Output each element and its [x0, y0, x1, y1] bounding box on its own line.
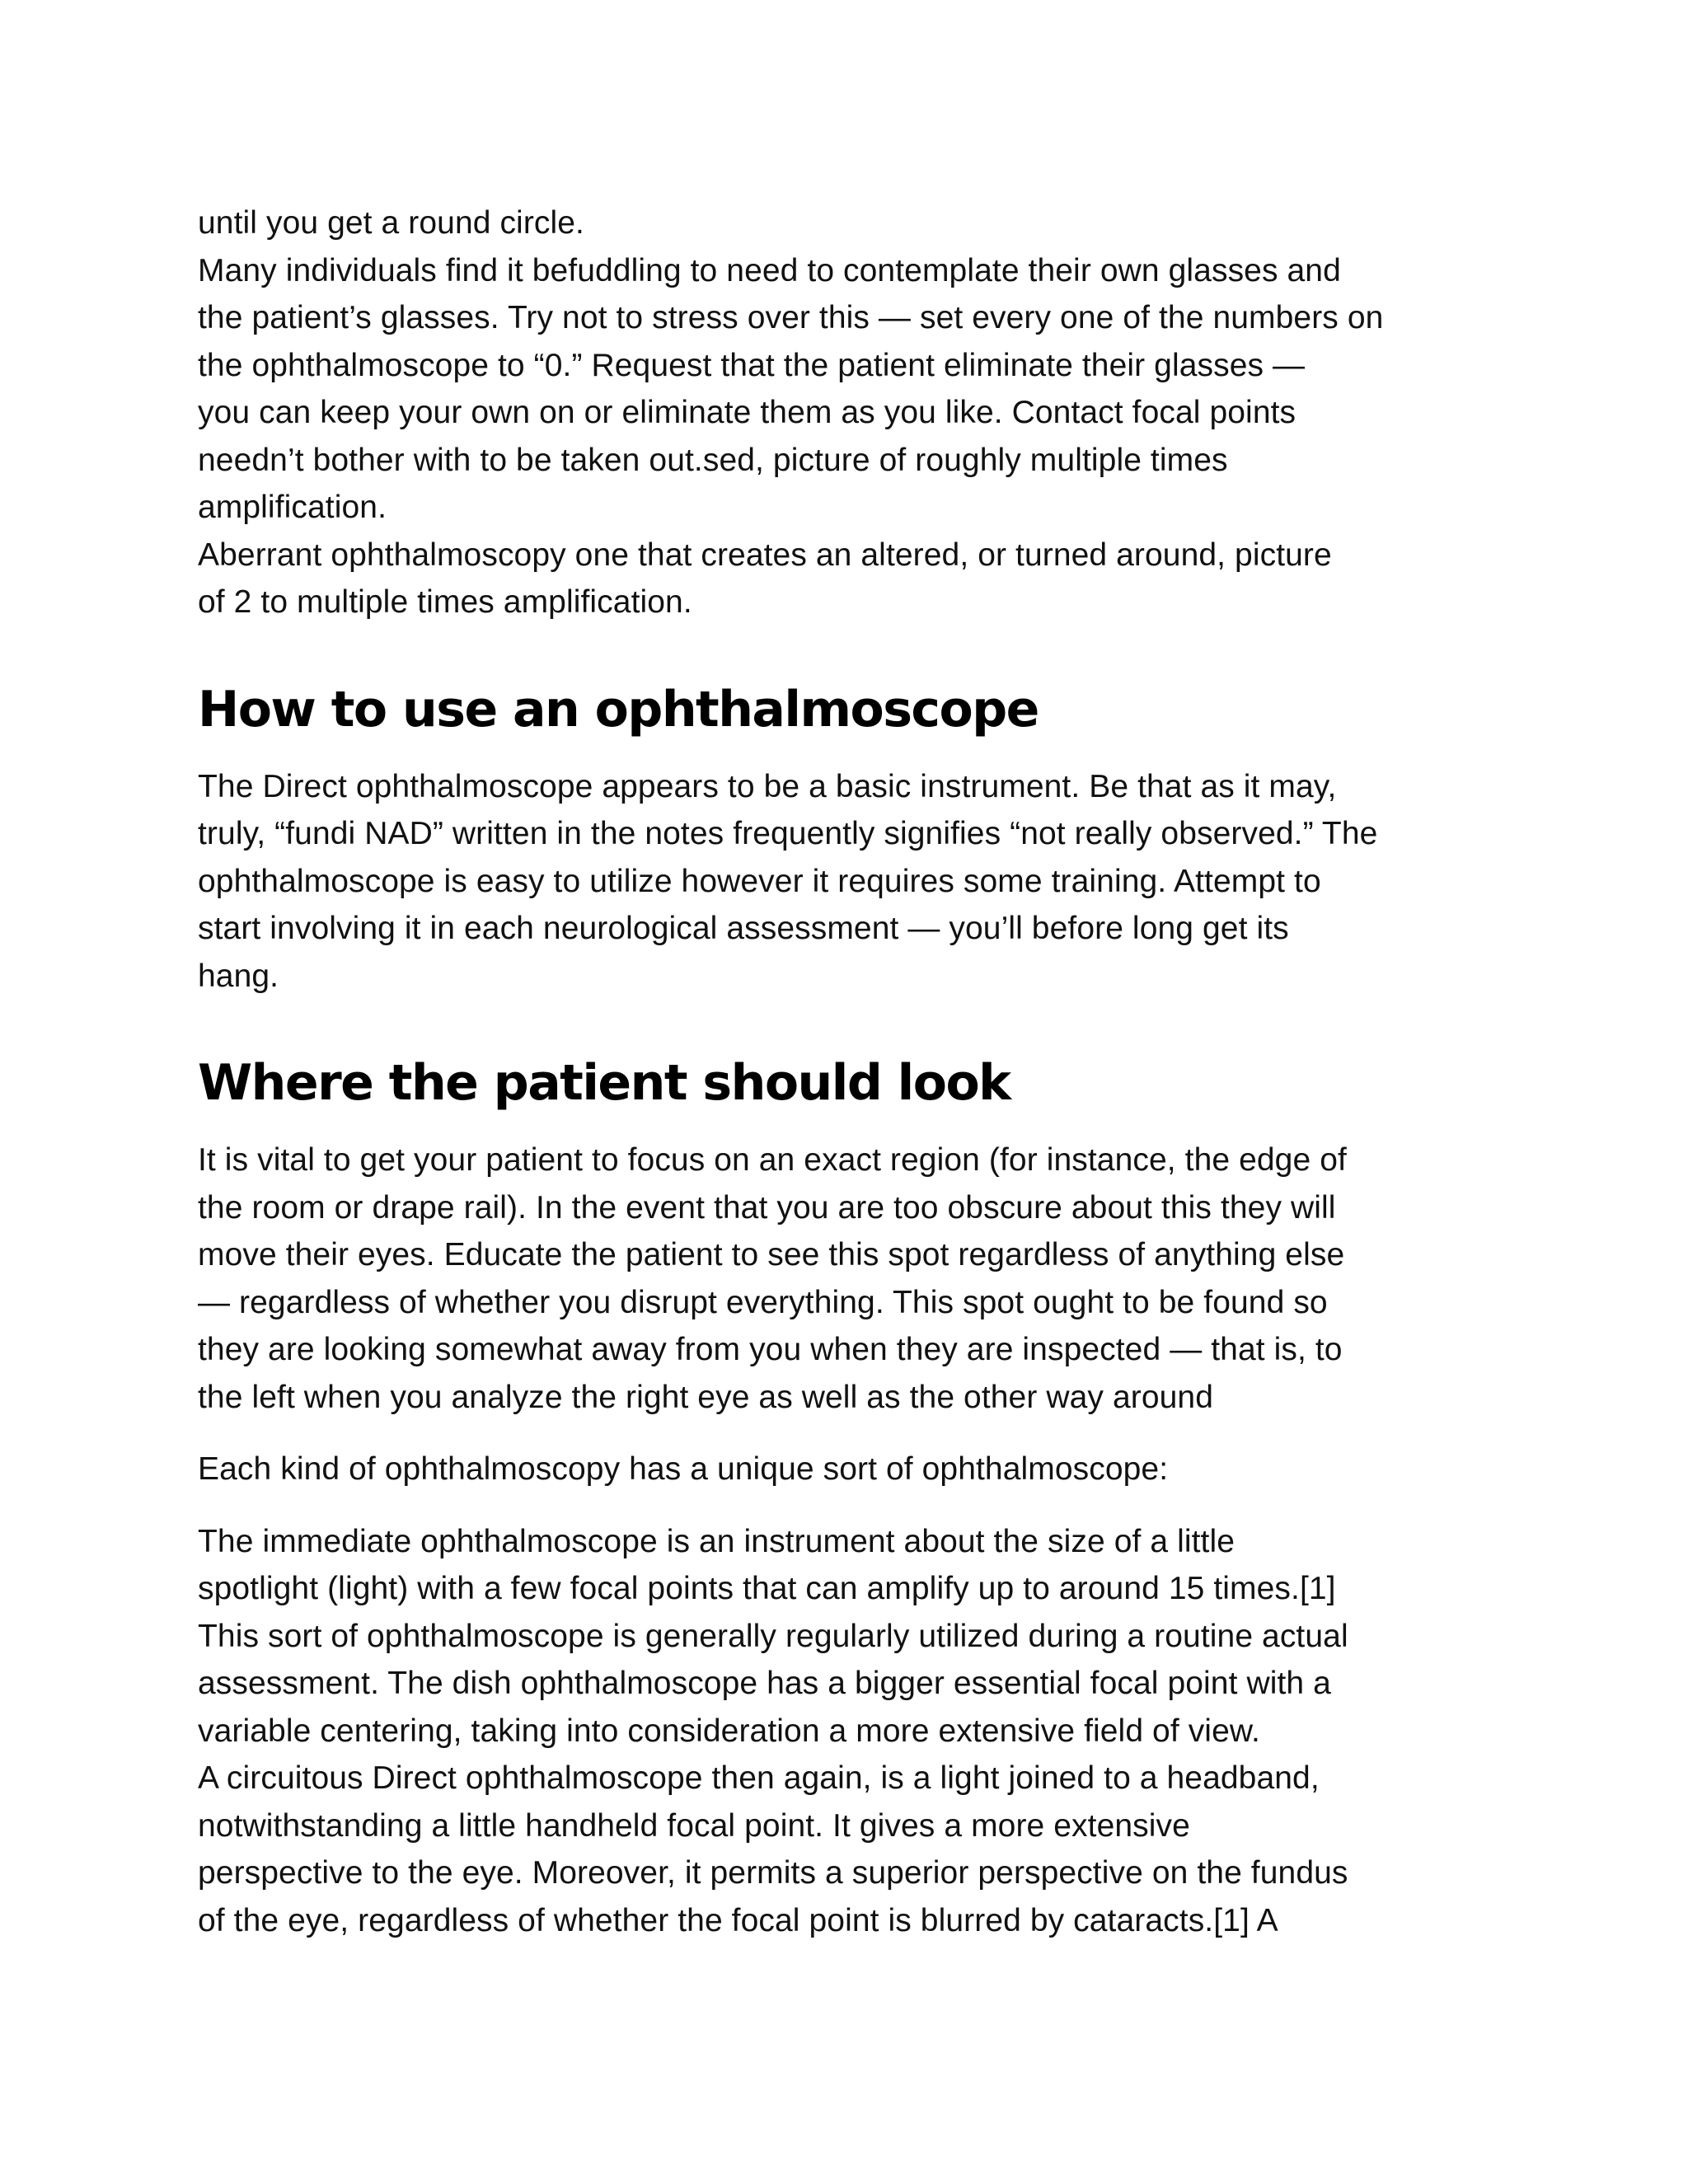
how-to-use-paragraph: The Direct ophthalmoscope appears to be a basic instrument. Be that as it may, truly, “fundi NAD” written in the notes frequently signifies “not really observed.” The ophthalmoscope is easy to utilize however it requires some training. Attempt to start involving it in each neurological assessment — you’ll before long get its hang. — [198, 768, 1378, 994]
heading-where-patient-should-look: Where the patient should look — [198, 1054, 1010, 1112]
heading-how-to-use: How to use an ophthalmoscope — [198, 680, 1039, 738]
where-look-paragraph-1: It is vital to get your patient to focus on an exact region (for instance, the edge of the room or drape rail). In the event that you are too obscure about this they will move their eyes. Educate the patient to see this spot regardless of anything else — regardless of whether you disrupt everything. This spot ought to be found so they are looking somewhat away from you when they are inspected — that is, to the left when you analyze the right eye as well as the other way around — [198, 1142, 1347, 1415]
where-look-paragraph-2: Each kind of ophthalmoscopy has a unique sort of ophthalmoscope: — [198, 1451, 1169, 1487]
document-page — [198, 199, 1517, 1944]
where-look-paragraph-3: The immediate ophthalmoscope is an instrument about the size of a little spotlight (light) with a few focal points that can amplify up to around 15 times.[1] This sort of ophthalmoscope is generally regularly utilized during a routine actual assessment. The dish ophthalmoscope has a bigger essential focal point with a variable centering, taking into consideration a more extensive field of view. A circuitous Direct ophthalmoscope then again, is a light joined to a headband, notwithstanding a little handheld focal point. It gives a more extensive perspective to the eye. Moreover, it permits a superior perspective on the fundus of the eye, regardless of whether the focal point is blurred by cataracts.[1] A — [198, 1523, 1348, 1938]
intro-paragraph: until you get a round circle. Many individuals find it befuddling to need to contemplate their own glasses and the patient’s glasses. Try not to stress over this — set every one of the numbers on the ophthalmoscope to “0.” Request that the patient eliminate their glasses — you can keep your own on or eliminate them as you like. Contact focal points needn’t bother with to be taken out.sed, picture of roughly multiple times amplification. Aberrant ophthalmoscopy one that creates an altered, or turned around, picture of 2 to multiple times amplification. — [198, 205, 1384, 620]
